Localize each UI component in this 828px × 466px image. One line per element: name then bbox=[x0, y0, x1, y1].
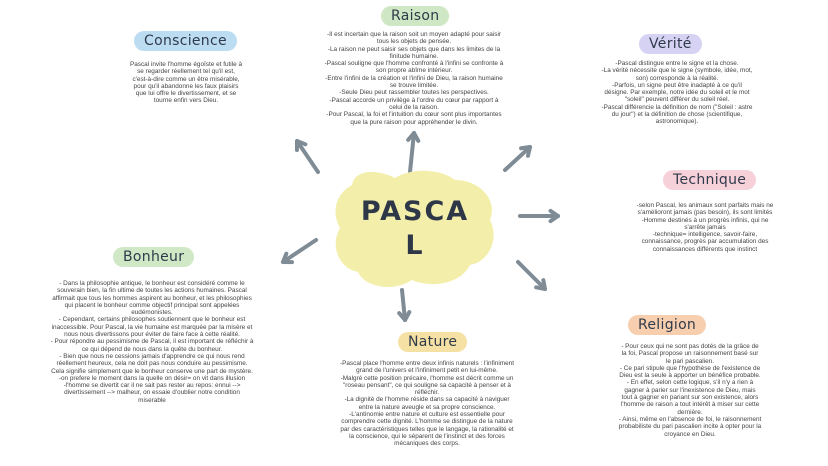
raison-text: -Il est incertain que la raison soit un moyen adapté pour saisir tous les objets de pensée. -La raison ne peut saisir ses objets que dans les limites de la finitude humaine. -Pascal souligne que l'homme confronté à l'infini se confronte à son propre abîme intérieur. -Entre l'infini de la création et l'infini de Dieu, la raison humaine se trouve limitée. -Seule Dieu peut rassembler toutes les perspectives. -Pascal accorde un privilège à l'ordre du cœur par rapport à celui de la raison. -Pour Pascal, la foi et l'intuition du cœur sont plus importantes que la pure raison pour appréhender le divin. bbox=[324, 31, 504, 126]
nature-label: Nature bbox=[398, 332, 467, 352]
religion-label: Religion bbox=[628, 315, 706, 335]
bonheur-text: - Dans la philosophie antique, le bonheur est considéré comme le souverain bien, la fin ultime de toutes les actions humaines. Pascal affirmait que tous les hommes aspirent au bonheur, et les philosophies qui placent le bonheur comme objectif principal sont appelées eudémonistes. - Cependant, certains philosophes soutiennent que le bonheur est inaccessible. Pour Pascal, la vie humaine est marquée par la misère et nous nous divertissons pour éviter de faire face à cette réalité. - Pour répondre au pessimisme de Pascal, il est important de réfléchir à ce qui dépend de nous dans la quête du bonheur. - Bien que nous ne cessions jamais d'apprendre ce qui nous rend réellement heureux, cela ne doit pas nous conduire au pessimisme. Cela signifie simplement que le bonheur conserve une part de mystère. -on prefere le moment dans la quelle on désir= on vit dans illusion -l'homme se divertit car il ne sait pas rester au repos: ennui --> divertissement --> malheur, on essaie d'oublier notre condition miserable bbox=[50, 280, 254, 404]
verite-label: Vérité bbox=[639, 34, 702, 54]
technique-label: Technique bbox=[663, 170, 756, 190]
nature-text: -Pascal place l'homme entre deux infinis naturels : l'infiniment grand de l'univers et l'infiniment petit en lui-même. -Malgré cette position précaire, l'homme est décrit comme un "roseau pensant", ce qui souligne sa capacité à penser et à réfléchir. -La dignité de l'homme réside dans sa capacité à naviguer entre la nature aveugle et sa propre conscience. -L'antinomie entre nature et culture est essentielle pour comprendre cette dignité. L'homme se distingue de la nature par des caractéristiques telles que le langage, la rationalité et la conscience, qui le séparent de l'instinct et des forces mécaniques des corps. bbox=[339, 360, 514, 448]
religion-text: - Pour ceux qui ne sont pas dotés de la grâce de la foi, Pascal propose un raisonnement basé sur le pari pascalien. - Ce pari stipule que l'hypothèse de l'existence de Dieu est la seule à apporter un bénéfice probable. - En effet, selon cette logique, s'il n'y a rien à gagner à parier sur l'inexistence de Dieu, mais tout à gagner en pariant sur son existence, alors l'homme de raison a tout intérêt à miser sur cette dernière. - Ainsi, même en l'absence de foi, le raisonnement probabiliste du pari pascalien incite à opter pour la croyance en Dieu. bbox=[618, 343, 762, 438]
bonheur-label: Bonheur bbox=[113, 247, 194, 267]
raison-label: Raison bbox=[381, 6, 449, 26]
conscience-label: Conscience bbox=[134, 31, 237, 51]
verite-text: -Pascal distingue entre le signe et la chose. -La vérité nécessite que le signe (symbole, idée, mot, son) corresponde à la réalité. -Parfois, un signe peut être inadapté à ce qu'il désigne. Par exemple, notre idée du soleil et le mot "soleil" peuvent différer du soleil réel. -Pascal différencie la définition de nom ("Soleil : astre du jour") et la définition de chose (scientifique, astronomique). bbox=[601, 60, 753, 126]
center-title: PASCA L bbox=[360, 196, 470, 261]
technique-text: -selon Pascal, les animaux sont parfaits mais ne s'amélioront jamais (pas besoin), ils sont limités -Homme destinés à un progrès infinis, qui ne s'arrête jamais -technique= intelligence, savoir-faire, connaissance, progrès par accumulation des connaissances différents que instinct bbox=[636, 202, 774, 253]
conscience-text: Pascal invite l'homme égoïste et futile à se regarder réellement tel qu'il est, c'est-à-dire comme un être misérable, pour qu'il abandonne les faux plaisirs que lui offre le divertissement, et se tourne enfin vers Dieu. bbox=[129, 61, 243, 105]
